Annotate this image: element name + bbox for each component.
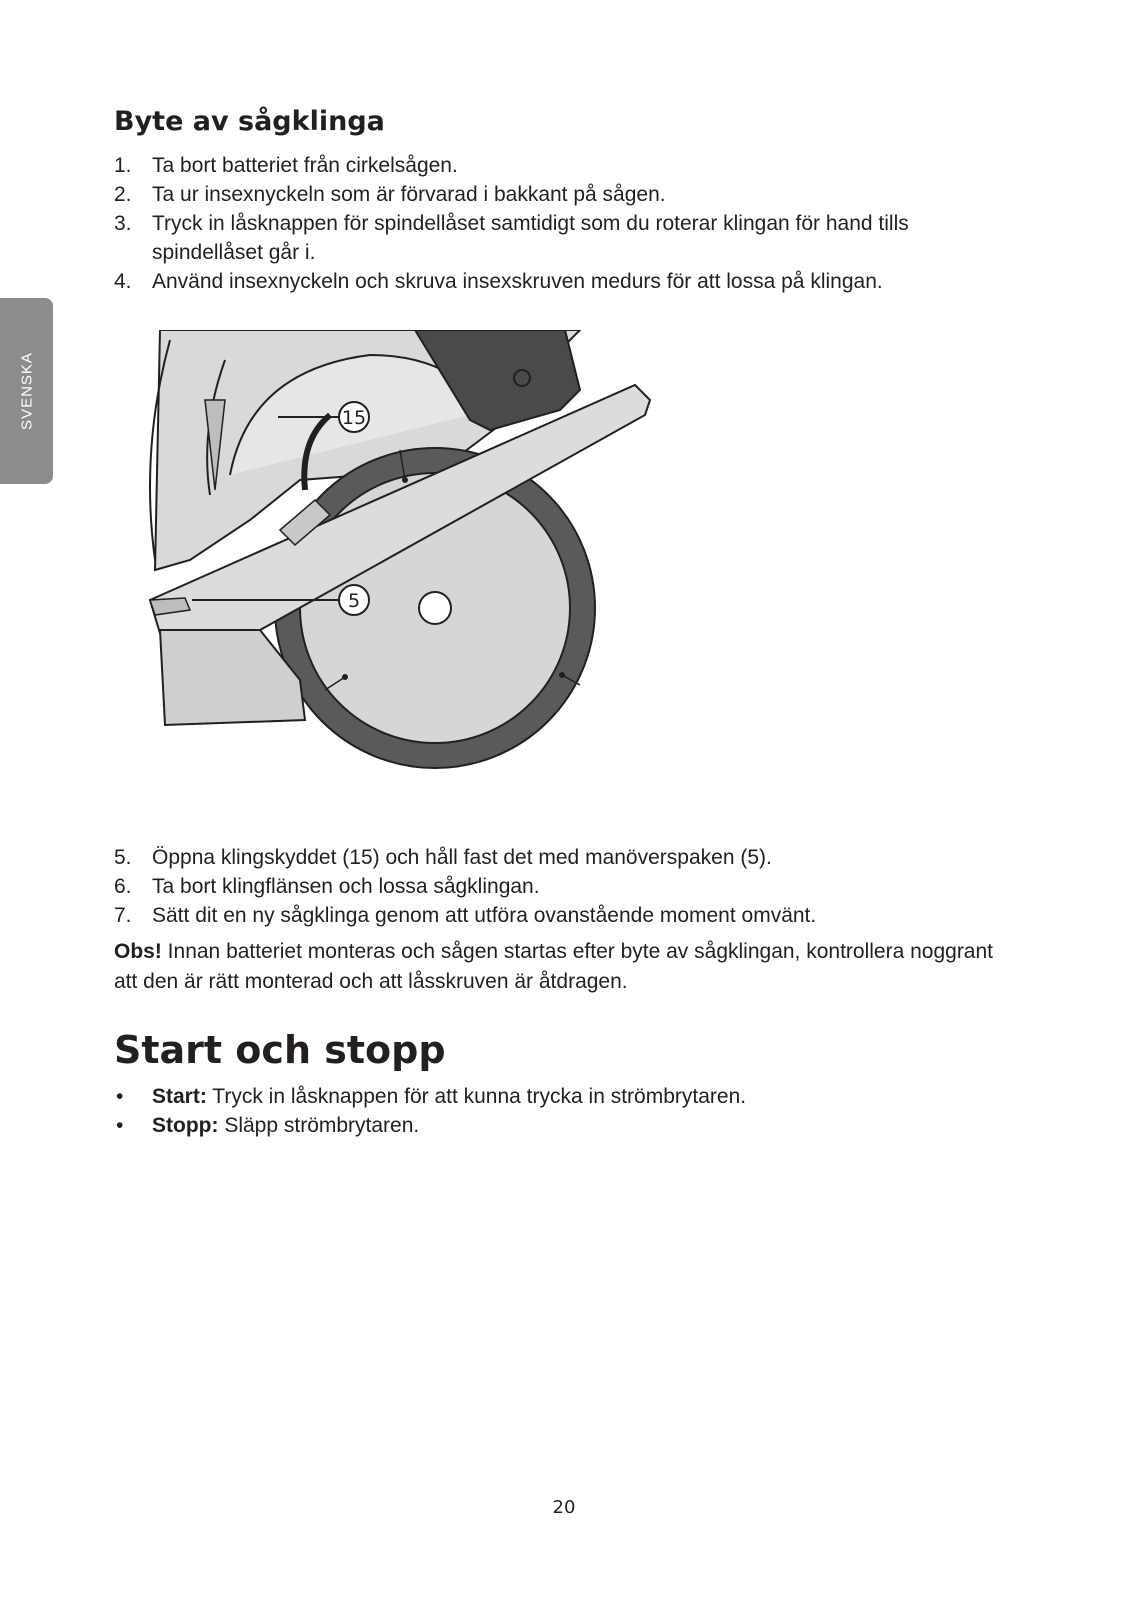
start-stop-list xyxy=(114,1082,1014,1140)
language-tab xyxy=(0,298,53,484)
steps-list-after-figure xyxy=(114,843,1014,930)
page-number: 20 xyxy=(552,1497,576,1518)
list-item: 5. Öppna klingskyddet (15) och håll fast det med manöverspaken (5). xyxy=(114,846,772,869)
list-item: 3. Tryck in låsknappen för spindellåset samtidigt som du roterar klingan för hand tills spindellåset går i. xyxy=(114,212,909,264)
saw-blade-illustration xyxy=(130,330,670,800)
note-label: Obs! xyxy=(114,940,162,963)
note-text: Innan batteriet monteras och sågen startas efter byte av sågklingan, kontrollera noggrant att den är rätt monterad och att låsskruven är åtdragen. xyxy=(114,940,994,993)
section-title-start-stop: Start och stopp xyxy=(114,1028,446,1072)
language-tab-label: SVENSKA xyxy=(18,352,35,430)
list-item: • Start: Tryck in låsknappen för att kunna trycka in strömbrytaren. xyxy=(116,1085,747,1108)
note-paragraph xyxy=(114,937,1014,997)
list-item: 7. Sätt dit en ny sågklinga genom att utföra ovanstående moment omvänt. xyxy=(114,904,817,927)
list-item: 4. Använd insexnyckeln och skruva insexskruven medurs för att lossa på klingan. xyxy=(114,270,883,293)
list-item: 1. Ta bort batteriet från cirkelsågen. xyxy=(114,154,458,177)
callout-15: 15 xyxy=(341,407,367,429)
steps-list-before-figure xyxy=(114,151,1014,296)
callout-5: 5 xyxy=(347,590,361,612)
list-item: • Stopp: Släpp strömbrytaren. xyxy=(116,1114,420,1137)
list-item: 6. Ta bort klingflänsen och lossa sågklingan. xyxy=(114,875,540,898)
section-title-blade-change: Byte av sågklinga xyxy=(114,106,385,137)
list-item: 2. Ta ur insexnyckeln som är förvarad i bakkant på sågen. xyxy=(114,183,666,206)
